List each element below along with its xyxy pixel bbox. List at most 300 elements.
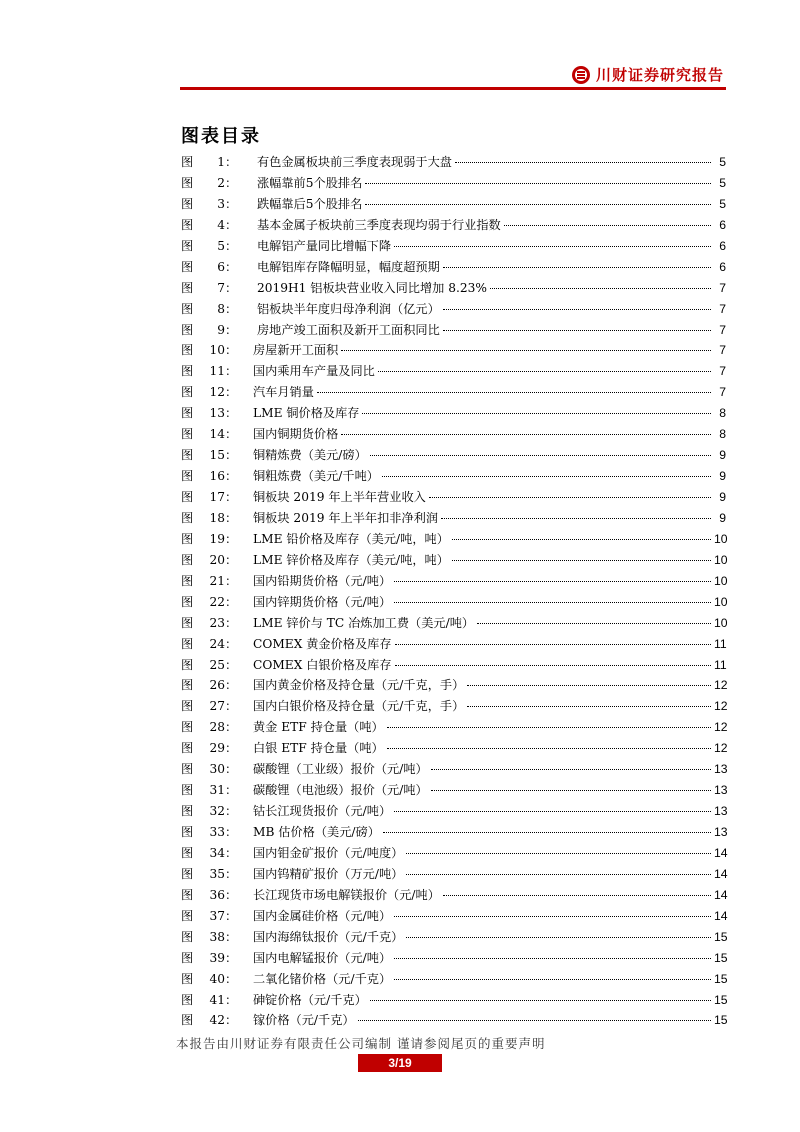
toc-entry-number: 6 (217, 259, 225, 274)
toc-entry-number: 37 (209, 908, 225, 923)
toc-entry-number: 25 (209, 657, 225, 672)
toc-entry-colon: ： (225, 448, 238, 463)
toc-entry[interactable] (181, 446, 726, 467)
toc-entry-number: 10 (209, 343, 225, 358)
toc-entry-colon: ： (225, 971, 238, 986)
toc-leader-dots (490, 288, 711, 289)
toc-entry-title: 长江现货市场电解镁报价（元/吨） (253, 887, 440, 902)
toc-entry[interactable] (181, 174, 726, 195)
toc-entry-label: 图 (181, 594, 194, 609)
toc-entry-label: 图 (181, 155, 194, 169)
toc-entry-title: MB 估价格（美元/磅） (253, 825, 380, 839)
toc-entry-number: 31 (209, 783, 225, 798)
toc-entry-number: 30 (209, 762, 225, 777)
toc-entry-title: 碳酸锂（工业级）报价（元/吨） (253, 762, 428, 777)
toc-leader-dots (477, 623, 711, 624)
toc-entry-label: 图 (181, 510, 194, 525)
toc-entry-number: 11 (209, 364, 225, 379)
toc-leader-dots (365, 183, 711, 184)
toc-entry-title: 国内海绵钛报价（元/千克） (253, 929, 404, 944)
toc-entry-number: 16 (209, 469, 225, 484)
toc-entry[interactable] (181, 991, 726, 1012)
toc-entry-title: 基本金属子板块前三季度表现均弱于行业指数 (257, 217, 501, 232)
toc-entry-number: 12 (209, 385, 225, 400)
toc-entry[interactable] (181, 676, 726, 697)
toc-entry-page: 13 (714, 825, 728, 839)
toc-entry-page: 15 (714, 929, 728, 944)
toc-entry-number: 19 (209, 531, 225, 546)
toc-entry-label: 图 (181, 301, 194, 316)
toc-entry-number: 1 (217, 155, 225, 169)
toc-entry-number: 14 (209, 427, 225, 442)
page-number: 3/19 (358, 1054, 442, 1072)
toc-entry-label: 图 (181, 531, 194, 546)
toc-entry-number: 4 (217, 217, 225, 232)
toc-entry-number: 39 (209, 950, 225, 965)
toc-entry-colon: ： (225, 217, 238, 232)
header-brand (572, 64, 724, 85)
toc-entry-title: 国内钼金矿报价（元/吨度） (253, 845, 404, 860)
toc-entry-number: 8 (217, 301, 225, 316)
toc-entry[interactable] (181, 258, 726, 279)
toc-entry-title: 国内金属硅价格（元/吨） (253, 908, 392, 923)
toc-entry-colon: ： (225, 908, 238, 923)
toc-entry-colon: ： (225, 845, 238, 860)
toc-entry-title: 国内钨精矿报价（万元/吨） (253, 866, 404, 881)
toc-entry[interactable] (181, 530, 726, 551)
toc-entry-page: 13 (714, 762, 728, 777)
toc-entry-title: 二氧化锗价格（元/千克） (253, 971, 392, 986)
toc-entry-number: 29 (209, 741, 225, 756)
toc-entry-page: 7 (719, 301, 726, 316)
toc-entry-label: 图 (181, 636, 194, 651)
toc-entry-page: 12 (714, 699, 728, 714)
toc-entry-title: 铜粗炼费（美元/千吨） (253, 469, 379, 484)
toc-entry-title: LME 锌价与 TC 冶炼加工费（美元/吨） (253, 615, 475, 630)
toc-entry[interactable] (181, 614, 726, 635)
toc-entry-label: 图 (181, 783, 194, 798)
toc-entry[interactable] (181, 760, 726, 781)
toc-entry-title: 国内乘用车产量及同比 (253, 364, 375, 379)
toc-leader-dots (452, 560, 711, 561)
toc-entry[interactable] (181, 844, 726, 865)
chuancai-logo-icon (572, 66, 590, 84)
toc-entry-title: 铝板块半年度归母净利润（亿元） (257, 301, 440, 316)
toc-entry-label: 图 (181, 992, 194, 1007)
toc-entry-label: 图 (181, 469, 194, 484)
toc-leader-dots (406, 853, 711, 854)
toc-entry-label: 图 (181, 196, 194, 211)
toc-leader-dots (467, 685, 711, 686)
toc-entry[interactable] (181, 697, 726, 718)
toc-entry-colon: ： (225, 427, 238, 442)
toc-leader-dots (504, 225, 711, 226)
toc-entry-page: 14 (714, 887, 728, 902)
toc-entry-number: 18 (209, 510, 225, 525)
toc-entry-colon: ： (225, 280, 238, 295)
toc-leader-dots (431, 769, 711, 770)
toc-entry-title: 房地产竣工面积及新开工面积同比 (257, 322, 440, 337)
toc-leader-dots (358, 1020, 711, 1021)
toc-entry-label: 图 (181, 678, 194, 693)
toc-entry[interactable] (181, 907, 726, 928)
toc-entry[interactable] (181, 928, 726, 949)
toc-entry-colon: ： (225, 406, 238, 421)
toc-leader-dots (378, 371, 711, 372)
toc-entry-label: 图 (181, 887, 194, 902)
toc-entry-colon: ： (225, 322, 238, 337)
toc-entry-page: 11 (714, 657, 727, 672)
toc-entry-page: 6 (719, 217, 726, 232)
toc-entry-number: 36 (209, 887, 225, 902)
toc-leader-dots (443, 309, 711, 310)
toc-entry[interactable] (181, 656, 726, 677)
toc-entry[interactable] (181, 718, 726, 739)
toc-entry-title: 有色金属板块前三季度表现弱于大盘 (257, 155, 452, 169)
toc-entry[interactable] (181, 467, 726, 488)
toc-entry-page: 9 (719, 469, 726, 484)
toc-entry-label: 图 (181, 448, 194, 463)
toc-entry-colon: ： (225, 175, 238, 190)
toc-entry-number: 17 (209, 490, 225, 504)
toc-entry-title: 白银 ETF 持仓量（吨） (253, 741, 384, 756)
toc-entry-title: 铜板块 2019 年上半年扣非净利润 (253, 510, 439, 525)
toc-entry-page: 8 (719, 406, 726, 421)
toc-entry-colon: ： (225, 699, 238, 714)
toc-entry[interactable] (181, 362, 726, 383)
toc-entry-title: 铜板块 2019 年上半年营业收入 (253, 490, 426, 504)
toc-entry-title: 国内铜期货价格 (253, 427, 339, 442)
toc-entry-label: 图 (181, 699, 194, 714)
toc-entry-page: 15 (714, 950, 728, 965)
toc-leader-dots (394, 602, 711, 603)
toc-leader-dots (394, 958, 711, 959)
toc-entry-title: COMEX 黄金价格及库存 (253, 636, 392, 651)
toc-entry[interactable] (181, 739, 726, 760)
toc-entry-page: 6 (719, 238, 726, 253)
toc-entry-label: 图 (181, 825, 194, 839)
toc-leader-dots (383, 832, 711, 833)
toc-entry-colon: ： (225, 825, 238, 839)
toc-entry-colon: ： (225, 594, 238, 609)
toc-leader-dots (341, 350, 711, 351)
toc-entry-number: 7 (217, 280, 225, 295)
toc-entry-number: 24 (209, 636, 225, 651)
header-rule (180, 87, 726, 90)
toc-entry-colon: ： (225, 636, 238, 651)
toc-entry-label: 图 (181, 238, 194, 253)
toc-leader-dots (395, 665, 711, 666)
toc-entry-number: 23 (209, 615, 225, 630)
toc-entry[interactable] (181, 551, 726, 572)
toc-entry-colon: ： (225, 238, 238, 253)
toc-entry-colon: ： (225, 155, 238, 169)
toc-entry[interactable] (181, 635, 726, 656)
toc-entry-title: 2019H1 铝板块营业收入同比增加 8.23% (257, 280, 487, 295)
toc-entry[interactable] (181, 949, 726, 970)
toc-entry[interactable] (181, 781, 726, 802)
toc-entry-number: 33 (209, 825, 225, 839)
toc-entry-page: 14 (714, 866, 728, 881)
toc-leader-dots (365, 204, 711, 205)
toc-entry-title: LME 锌价格及库存（美元/吨，吨） (253, 552, 449, 567)
toc-entry-number: 20 (209, 552, 225, 567)
toc-entry-label: 图 (181, 175, 194, 190)
toc-entry-page: 13 (714, 804, 728, 819)
toc-entry-label: 图 (181, 490, 194, 504)
toc-entry-label: 图 (181, 427, 194, 442)
toc-entry-label: 图 (181, 385, 194, 400)
toc-entry-page: 10 (714, 573, 728, 588)
toc-entry-label: 图 (181, 1013, 194, 1028)
toc-entry[interactable] (181, 341, 726, 362)
toc-leader-dots (341, 434, 711, 435)
toc-entry-title: 房屋新开工面积 (253, 343, 339, 358)
toc-entry-number: 21 (209, 573, 225, 588)
toc-leader-dots (394, 811, 711, 812)
toc-entry-label: 图 (181, 866, 194, 881)
toc-entry-page: 7 (719, 280, 726, 295)
toc-entry-title: 汽车月销量 (253, 385, 314, 400)
toc-entry[interactable] (181, 572, 726, 593)
toc-entry-colon: ： (225, 762, 238, 777)
toc-entry-title: 钴长江现货报价（元/吨） (253, 804, 392, 819)
toc-entry-page: 10 (714, 552, 728, 567)
toc-entry-label: 图 (181, 741, 194, 756)
toc-entry-number: 32 (209, 804, 225, 819)
toc-leader-dots (455, 162, 711, 163)
toc-entry-label: 图 (181, 615, 194, 630)
toc-entry-colon: ： (225, 929, 238, 944)
toc-entry-colon: ： (225, 343, 238, 358)
toc-entry-page: 10 (714, 594, 728, 609)
toc-entry-colon: ： (225, 196, 238, 211)
toc-entry-colon: ： (225, 678, 238, 693)
toc-entry-title: 跌幅靠后5个股排名 (257, 196, 363, 211)
toc-entry-title: 碳酸锂（电池级）报价（元/吨） (253, 783, 428, 798)
toc-entry[interactable] (181, 425, 726, 446)
toc-entry-page: 7 (719, 343, 726, 358)
toc-entry-colon: ： (225, 783, 238, 798)
toc-entry-colon: ： (225, 720, 238, 735)
toc-leader-dots (394, 979, 711, 980)
toc-entry-title: 电解铝库存降幅明显，幅度超预期 (257, 259, 440, 274)
toc-entry-number: 42 (209, 1013, 225, 1028)
toc-entry[interactable] (181, 383, 726, 404)
toc-leader-dots (382, 476, 711, 477)
toc-entry-colon: ： (225, 385, 238, 400)
toc-entry-title: 镓价格（元/千克） (253, 1013, 355, 1028)
toc-entry-colon: ： (225, 1013, 238, 1028)
toc-entry-page: 10 (714, 531, 728, 546)
toc-leader-dots (406, 874, 711, 875)
toc-entry[interactable] (181, 802, 726, 823)
toc-entry-title: 涨幅靠前5个股排名 (257, 175, 363, 190)
toc-entry-label: 图 (181, 322, 194, 337)
toc-entry-page: 14 (714, 908, 728, 923)
toc-entry-page: 9 (719, 490, 726, 504)
toc-entry-colon: ： (225, 992, 238, 1007)
toc-entry-number: 9 (217, 322, 225, 337)
toc-leader-dots (317, 392, 711, 393)
toc-entry[interactable] (181, 865, 726, 886)
toc-entry-colon: ： (225, 804, 238, 819)
toc-entry-label: 图 (181, 406, 194, 421)
toc-entry-colon: ： (225, 490, 238, 504)
toc-entry[interactable] (181, 237, 726, 258)
toc-entry-title: 国内电解锰报价（元/吨） (253, 950, 392, 965)
toc-leader-dots (394, 246, 711, 247)
toc-leader-dots (441, 518, 711, 519)
toc-leader-dots (387, 748, 711, 749)
toc-entry-colon: ： (225, 887, 238, 902)
toc-leader-dots (431, 790, 711, 791)
toc-entry-page: 5 (719, 155, 726, 169)
toc-entry-colon: ： (225, 741, 238, 756)
toc-entry-title: 黄金 ETF 持仓量（吨） (253, 720, 384, 735)
toc-entry[interactable] (181, 488, 726, 509)
toc-entry-label: 图 (181, 364, 194, 379)
toc-title: 图表目录 (181, 126, 261, 147)
toc-entry-number: 28 (209, 720, 225, 735)
toc-entry-page: 9 (719, 448, 726, 463)
toc-entry-colon: ： (225, 866, 238, 881)
toc-leader-dots (387, 727, 711, 728)
toc-entry[interactable] (181, 1011, 726, 1032)
toc-entry-number: 13 (209, 406, 225, 421)
toc-entry-page: 5 (719, 196, 726, 211)
toc-entry-label: 图 (181, 343, 194, 358)
toc-entry-colon: ： (225, 259, 238, 274)
toc-entry-number: 3 (217, 196, 225, 211)
toc-entry-label: 图 (181, 845, 194, 860)
toc-leader-dots (443, 330, 711, 331)
toc-leader-dots (406, 937, 711, 938)
toc-entry-colon: ： (225, 510, 238, 525)
toc-entry-label: 图 (181, 804, 194, 819)
toc-entry-label: 图 (181, 762, 194, 777)
footer-note: 本报告由川财证券有限责任公司编制 谨请参阅尾页的重要声明 (176, 1036, 546, 1051)
toc-entry-colon: ： (225, 552, 238, 567)
toc-entry[interactable] (181, 823, 726, 844)
toc-entry[interactable] (181, 195, 726, 216)
toc-entry-number: 41 (209, 992, 225, 1007)
toc-leader-dots (443, 267, 711, 268)
toc-entry-number: 5 (217, 238, 225, 253)
toc-entry-label: 图 (181, 657, 194, 672)
toc-leader-dots (362, 413, 711, 414)
toc-leader-dots (452, 539, 711, 540)
toc-entry-title: 电解铝产量同比增幅下降 (257, 238, 392, 253)
toc-leader-dots (370, 1000, 711, 1001)
toc-entry-colon: ： (225, 531, 238, 546)
toc-entry-page: 13 (714, 783, 728, 798)
toc-entry-number: 22 (209, 594, 225, 609)
toc-entry-page: 9 (719, 510, 726, 525)
toc-entry-page: 11 (714, 636, 727, 651)
toc-entry-number: 34 (209, 845, 225, 860)
toc-leader-dots (429, 497, 711, 498)
toc-entry-title: LME 铅价格及库存（美元/吨，吨） (253, 531, 449, 546)
toc-entry-title: 砷锭价格（元/千克） (253, 992, 367, 1007)
toc-entry-colon: ： (225, 615, 238, 630)
toc-leader-dots (394, 916, 711, 917)
toc-entry-colon: ： (225, 573, 238, 588)
toc-entry-number: 2 (217, 175, 225, 190)
toc-entry-page: 14 (714, 845, 728, 860)
toc-leader-dots (370, 455, 711, 456)
toc-entry-page: 15 (714, 1013, 728, 1028)
toc-entry-page: 7 (719, 385, 726, 400)
toc-entry-label: 图 (181, 552, 194, 567)
toc-entry-page: 12 (714, 741, 728, 756)
toc-entry[interactable] (181, 321, 726, 342)
toc-entry-title: COMEX 白银价格及库存 (253, 657, 392, 672)
toc-leader-dots (394, 581, 711, 582)
toc-entry-number: 27 (209, 699, 225, 714)
toc-entry-page: 15 (714, 992, 728, 1007)
toc-entry-label: 图 (181, 720, 194, 735)
toc-entry-label: 图 (181, 217, 194, 232)
toc-entry-colon: ： (225, 950, 238, 965)
toc-entry-colon: ： (225, 301, 238, 316)
toc-entry-page: 8 (719, 427, 726, 442)
brand-name: 川财证券研究报告 (595, 66, 724, 84)
toc-entry-label: 图 (181, 950, 194, 965)
toc-entry[interactable] (181, 970, 726, 991)
toc-entry-number: 38 (209, 929, 225, 944)
toc-list (181, 153, 726, 1032)
toc-entry-label: 图 (181, 573, 194, 588)
toc-entry-number: 26 (209, 678, 225, 693)
toc-entry-colon: ： (225, 364, 238, 379)
toc-entry-number: 40 (209, 971, 225, 986)
toc-entry-title: 国内白银价格及持仓量（元/千克，手） (253, 699, 465, 714)
toc-entry-label: 图 (181, 971, 194, 986)
toc-leader-dots (395, 644, 711, 645)
toc-entry-colon: ： (225, 469, 238, 484)
toc-leader-dots (467, 706, 711, 707)
toc-entry-page: 7 (719, 364, 726, 379)
toc-entry-page: 10 (714, 615, 728, 630)
toc-entry[interactable] (181, 886, 726, 907)
toc-entry-page: 5 (719, 175, 726, 190)
toc-entry-label: 图 (181, 259, 194, 274)
toc-entry-title: 国内黄金价格及持仓量（元/千克，手） (253, 678, 465, 693)
toc-entry[interactable] (181, 593, 726, 614)
toc-entry-page: 12 (714, 678, 728, 693)
toc-entry-page: 6 (719, 259, 726, 274)
toc-entry[interactable] (181, 279, 726, 300)
toc-entry-label: 图 (181, 280, 194, 295)
toc-entry-title: 国内铅期货价格（元/吨） (253, 573, 392, 588)
toc-entry-title: LME 铜价格及库存 (253, 406, 360, 421)
toc-entry-page: 15 (714, 971, 728, 986)
toc-entry[interactable] (181, 153, 726, 174)
toc-entry[interactable] (181, 300, 726, 321)
toc-entry-colon: ： (225, 657, 238, 672)
toc-entry-page: 12 (714, 720, 728, 735)
toc-entry-number: 15 (209, 448, 225, 463)
toc-entry-label: 图 (181, 908, 194, 923)
toc-entry[interactable] (181, 404, 726, 425)
toc-entry[interactable] (181, 509, 726, 530)
toc-entry-label: 图 (181, 929, 194, 944)
toc-entry-page: 7 (719, 322, 726, 337)
toc-leader-dots (443, 895, 711, 896)
toc-entry-title: 铜精炼费（美元/磅） (253, 448, 367, 463)
toc-entry[interactable] (181, 216, 726, 237)
